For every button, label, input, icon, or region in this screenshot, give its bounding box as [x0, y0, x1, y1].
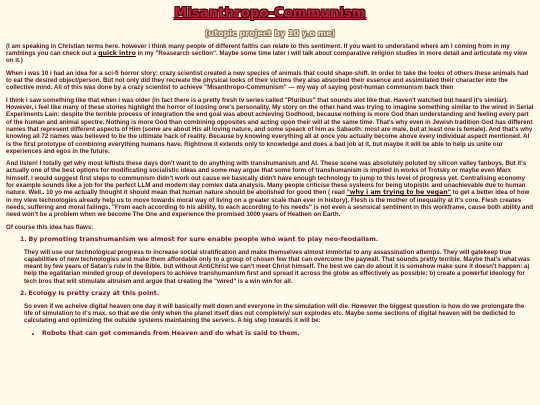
flaw-body: So even if we acheive digital heaven one day it will basically melt down and everyone in the simulation will die. However the biggest question is how do we prolongate the life of simulation to it's max. so that we die only when the planet itself dies out completely/ sun explodes etc. Maybe some sections of digital heaven will be dedicted to calculating and optimizing the outside systems maintaining the servers. A big step towards it will be: — [24, 302, 525, 325]
intro-paragraph — [6, 43, 534, 65]
page-subtitle: (utopic project by 10 y.o me) — [204, 29, 336, 39]
story-paragraph: When i was 10 i had an idea for a sci-fi horror story: crazy scientist created a new species of animals that could shape-shift. In order to take the looks of others these animals had to eat the desired object/person. But not only did they recreate the physical looks of their victims they also absorbed their essence and assimilated their character into the collective mind. All of this was done by a crazy scientist to achieve "Misanthropo-Communism" — my way of saying post-human communism back then — [6, 69, 529, 92]
flaw-bullets — [20, 330, 534, 337]
flaw-number: 2. — [20, 290, 27, 298]
intro-text-end: in my "Reasearch section". Maybe some time later i will talk about comparative religion studies in more detail and articulate my view on it.) — [6, 50, 528, 65]
flaw-number: 1. — [20, 235, 27, 243]
article-body — [0, 43, 540, 337]
flaw-bullet: • Robots that can get commands from Heaven and do what is said to them. — [42, 330, 534, 337]
godhood-paragraph: I think i saw something like that when i was older (in fact there is a pretty fresh tv series called "Pluribus" that sounds alot like that. Haven't watched but heard it's similar). However, i feel like many of these stories highlight the horror of loosing one's personality. My story on the other hand was trying to imagine something similar to the wired in Serial Experiments Lain: despite the terrible process of integration the end goal was about achieving Godhood, because nothing is more God than understanding and feeling every part of the human and animal spectre. Nothing is more God than combining opposites and acting upon their will at the same time. That's why even in Jewish tradition God has different names that represent different aspects of Him (some are about His all loving nature, and some speack of him as Sabaoth: most are male, but at least one is female). And that's why knowing all 72 names was believed to be the ultimate hack of reality. Because by knowing everything all at once you actually become above every individual aspect mentioned. AI is the first prototype of combining everything humans have. Rightnow it extends only to knowledge and does a bad job at it, but maybe it will be able to help us unite our experiences and egos in the future. — [6, 96, 534, 155]
flaw-body: They will use our technological progress to increase social stratification and make themselves almost immortal to any assassination attemps. They will gatekeep true capabilities of new technologies and make them affordable only to a group of chosen few that can overcome the paywall. That sounds pretty terrible. Maybe that's what was meant by few years of Satan's rule in the Bible. but without AntiChrist we can't meet Christ himself. The best we can do about it is somehow make sure it doesn't happen: a) help the egalitarian minded group of developers to achieve transhumanism first and spread it across the globe as effectively as possible; b) create a powerful ideology for tech bros that will stimulate altruism and argue that creating the "wired" is a win win for all. — [24, 248, 530, 285]
flaw-item — [20, 290, 534, 337]
page-title: Misanthropo-Communism — [174, 6, 366, 21]
quick-intro-link[interactable]: quick intro — [98, 50, 136, 58]
flaws-list — [6, 236, 534, 337]
flaw-heading: Ecology is pretty crazy at this point. — [28, 289, 160, 298]
intro-text-start: (I am speaking in Christian terms here. however i think many people of different faiths can relate to this sentiment. If you want to understand where am I coming from in my ramblings you can check out a — [6, 42, 510, 58]
leftists-text-start: And listen! I totally get why most leftists these days don't want to do anything with transhumanism and AI. These scene was absolutely poluted by silicon valley fanboys. But it's actually one of the best options for modificating socialistic ideas and some may argue that some form of transhumanism is implied in works of Trotsky or maybe even Marx himself. I would suggest first steps to communism didn't work out cause we basically didn't have enough technology to jump to this level of progress yet. Centralising economy for example sounds like a job for the perfect LLM and modern day comlex data analysis. Many people criticise these systems for being utopistic and unachievable due to human nature. Well.. 10 yo me actually thought it should mean that human nature should be abolished for good then ( read — [6, 160, 527, 197]
flaw-heading: By promoting transhumanism we almost for sure enable people who want to play neo-feodalism. — [28, 234, 379, 243]
vegan-article-link[interactable]: "why i am trying to be vegan" — [346, 189, 451, 197]
flaws-intro: Of course this idea has flaws: — [6, 223, 94, 231]
leftists-text-end: to get a better idea of how in my view technologies already help us to move towards moral way of living on a greater scale than ever in history). Flesh is the mother of inequality at it's core. Flesh creates needs, suffering and moral failings. "From each according to his ability, to each according to his needs" is not even a sesnsical sentiment in this workframe, cause both ability and need won't be a problem when we become The One and experience the promised 1000 years of Heathen on Earth. — [6, 189, 534, 219]
flaw-item — [20, 236, 534, 285]
leftists-paragraph — [6, 160, 534, 219]
